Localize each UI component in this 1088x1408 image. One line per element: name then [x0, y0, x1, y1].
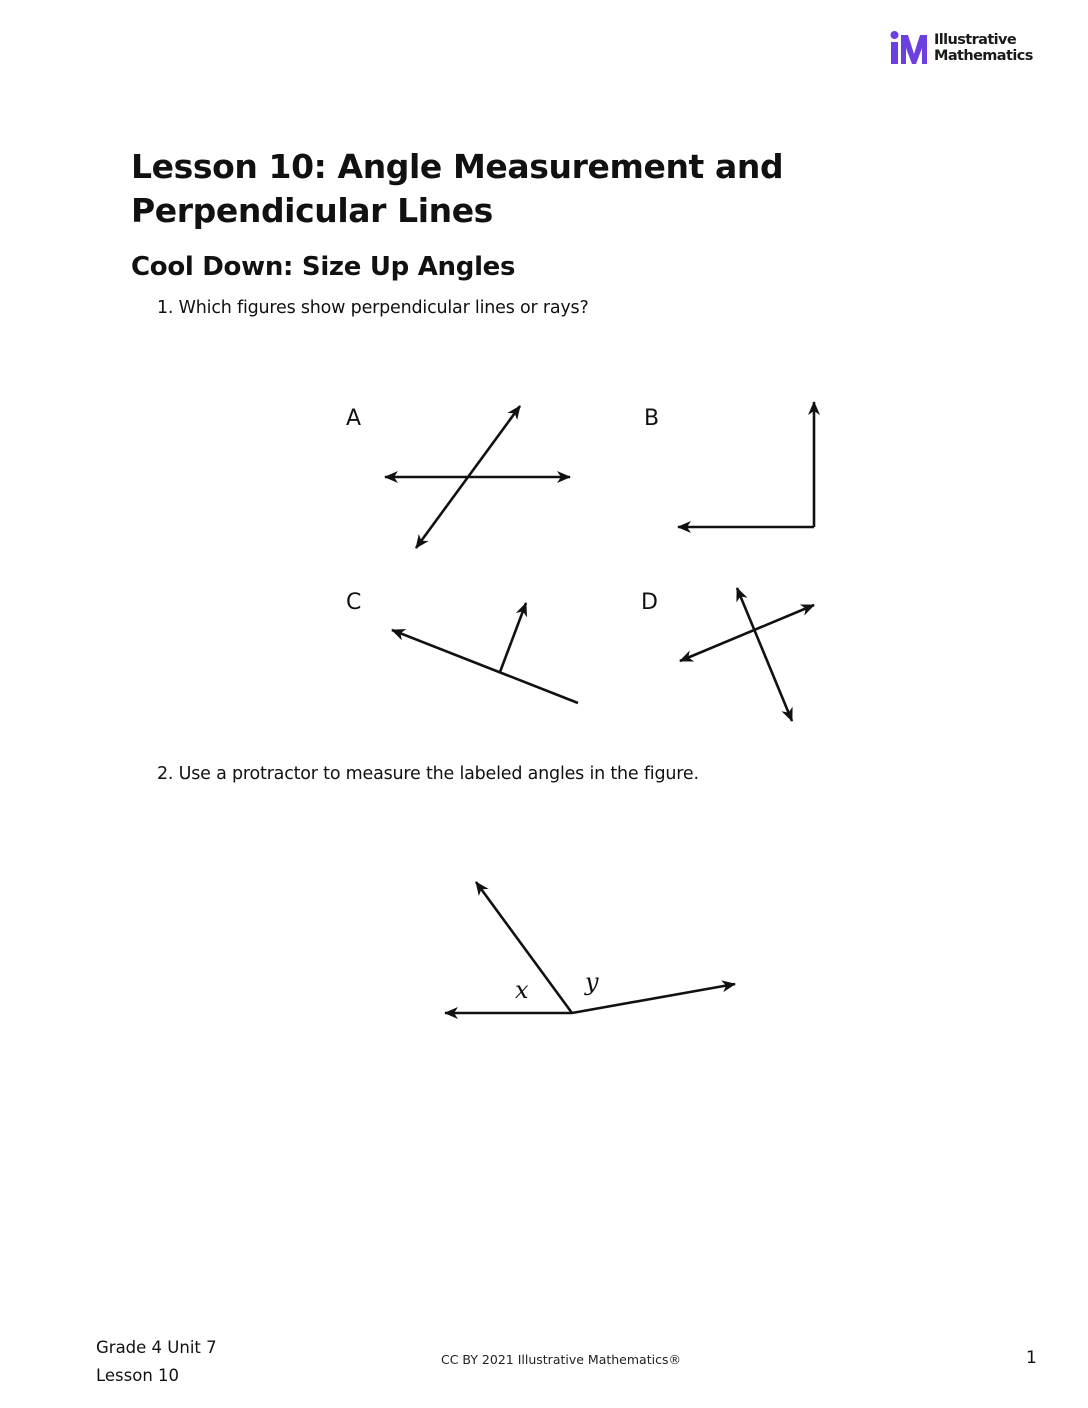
figure-b [644, 402, 814, 527]
im-logo-icon [888, 30, 932, 66]
figure-a-label: A [346, 406, 362, 431]
page-number: 1 [1026, 1348, 1037, 1368]
logo-line-1: Illustrative [934, 32, 1017, 48]
figure-c-base-ray [392, 630, 578, 703]
logo-line-2: Mathematics [934, 48, 1033, 64]
figure-a [346, 406, 570, 548]
question-2: 2. Use a protractor to measure the labeled angles in the figure. [157, 764, 699, 784]
figure-c-upward-ray [500, 603, 526, 672]
figure-b-label: B [644, 406, 660, 431]
footer-grade-unit: Grade 4 Unit 7 [96, 1338, 217, 1357]
page-title: Lesson 10: Angle Measurement and Perpendicular Lines [131, 147, 784, 230]
footer-copyright: CC BY 2021 Illustrative Mathematics® [441, 1352, 681, 1367]
question-1: 1. Which figures show perpendicular lines or rays? [157, 298, 589, 318]
angle-measure-figure [430, 865, 750, 1030]
footer-course-info [96, 1334, 217, 1390]
figure-d [641, 588, 814, 721]
angle-x-label: x [515, 976, 529, 1004]
footer-lesson: Lesson 10 [96, 1366, 180, 1385]
figure-d-steep-line [737, 588, 792, 721]
angle-y-label: y [585, 968, 599, 996]
figure-c [346, 590, 578, 703]
figure-c-label: C [346, 590, 362, 615]
section-subtitle: Cool Down: Size Up Angles [131, 252, 516, 282]
perpendicular-figures [330, 390, 850, 735]
figure-d-label: D [641, 590, 658, 615]
brand-logo [888, 30, 1048, 70]
logo-wordmark [934, 32, 1033, 64]
